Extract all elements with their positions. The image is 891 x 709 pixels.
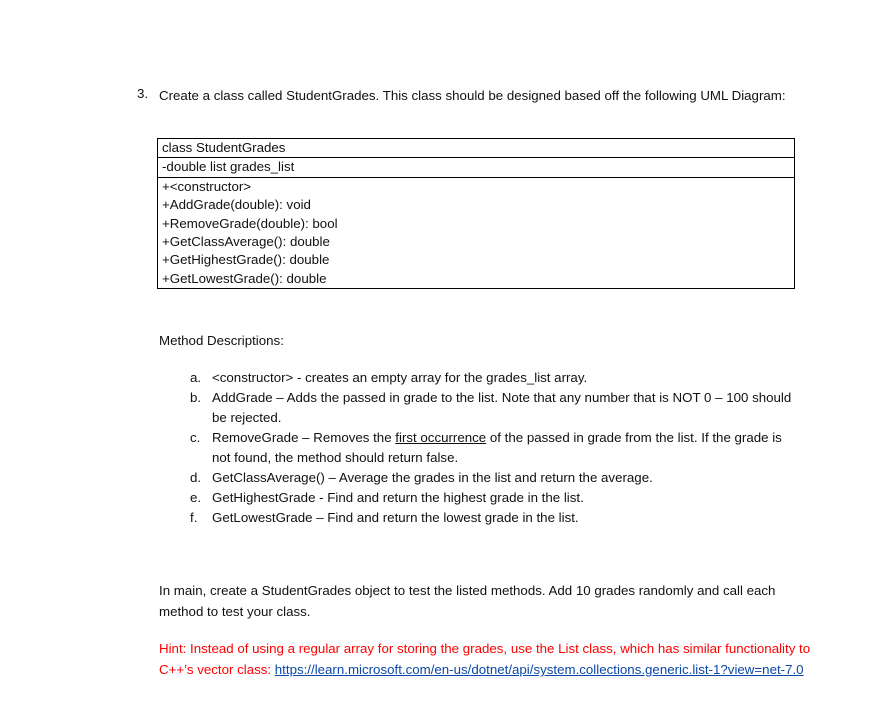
uml-diagram [157, 138, 795, 289]
method-descriptions-list [190, 368, 800, 528]
uml-attribute: -double list grades_list [162, 159, 295, 175]
uml-method: +GetHighestGrade(): double [162, 252, 330, 268]
question-text: Create a class called StudentGrades. This class should be designed based off the following UML Diagram: [159, 88, 786, 103]
question-number: 3. [137, 86, 149, 101]
uml-method: +RemoveGrade(double): bool [162, 215, 338, 231]
list-item-text: <constructor> - creates an empty array for the grades_list array. [212, 370, 588, 385]
uml-class-name: class StudentGrades [162, 140, 286, 155]
uml-method: +GetClassAverage(): double [162, 233, 330, 249]
uml-method: +GetLowestGrade(): double [162, 270, 327, 286]
list-item-label: d. [190, 470, 202, 485]
hint-paragraph [159, 638, 819, 680]
list-item-label: f. [190, 510, 198, 525]
list-item-text: AddGrade – Adds the passed in grade to the list. Note that any number that is NOT 0 – 100 should be rejected. [212, 390, 792, 425]
list-item [190, 368, 800, 388]
list-item-label: b. [190, 390, 202, 405]
uml-class-name-section [158, 139, 794, 158]
uml-attributes-section [158, 158, 794, 177]
method-descriptions-title: Method Descriptions: [159, 333, 284, 348]
list-item-text-after: of the passed in grade from the list. If the grade is not found, the method should return false. [212, 430, 782, 465]
documentation-link[interactable]: https://learn.microsoft.com/en-us/dotnet/api/system.collections.generic.list-1?view=net-7.0 [274, 662, 804, 677]
list-item-label: a. [190, 370, 202, 385]
list-item [190, 428, 800, 468]
uml-methods-section [158, 178, 794, 288]
main-instructions: In main, create a StudentGrades object to test the listed methods. Add 10 grades randomly and call each method to test your class. [159, 583, 776, 619]
underlined-phrase: first occurrence [395, 430, 487, 445]
uml-method: +<constructor> [162, 178, 252, 194]
list-item-text [212, 430, 782, 465]
list-item-text: GetHighestGrade - Find and return the highest grade in the list. [212, 490, 584, 505]
list-item-label: c. [190, 430, 201, 445]
list-item-label: e. [190, 490, 202, 505]
list-item [190, 388, 800, 428]
list-item-text: GetLowestGrade – Find and return the lowest grade in the list. [212, 510, 579, 525]
list-item-text-before: RemoveGrade – Removes the [212, 430, 396, 445]
list-item [190, 468, 800, 488]
uml-method: +AddGrade(double): void [162, 197, 311, 213]
list-item-text: GetClassAverage() – Average the grades in the list and return the average. [212, 470, 653, 485]
list-item [190, 488, 800, 508]
list-item [190, 508, 800, 528]
hint-text: Hint: Instead of using a regular array for storing the grades, use the List class, which has similar functionality to C++’s vector class: [159, 641, 811, 677]
